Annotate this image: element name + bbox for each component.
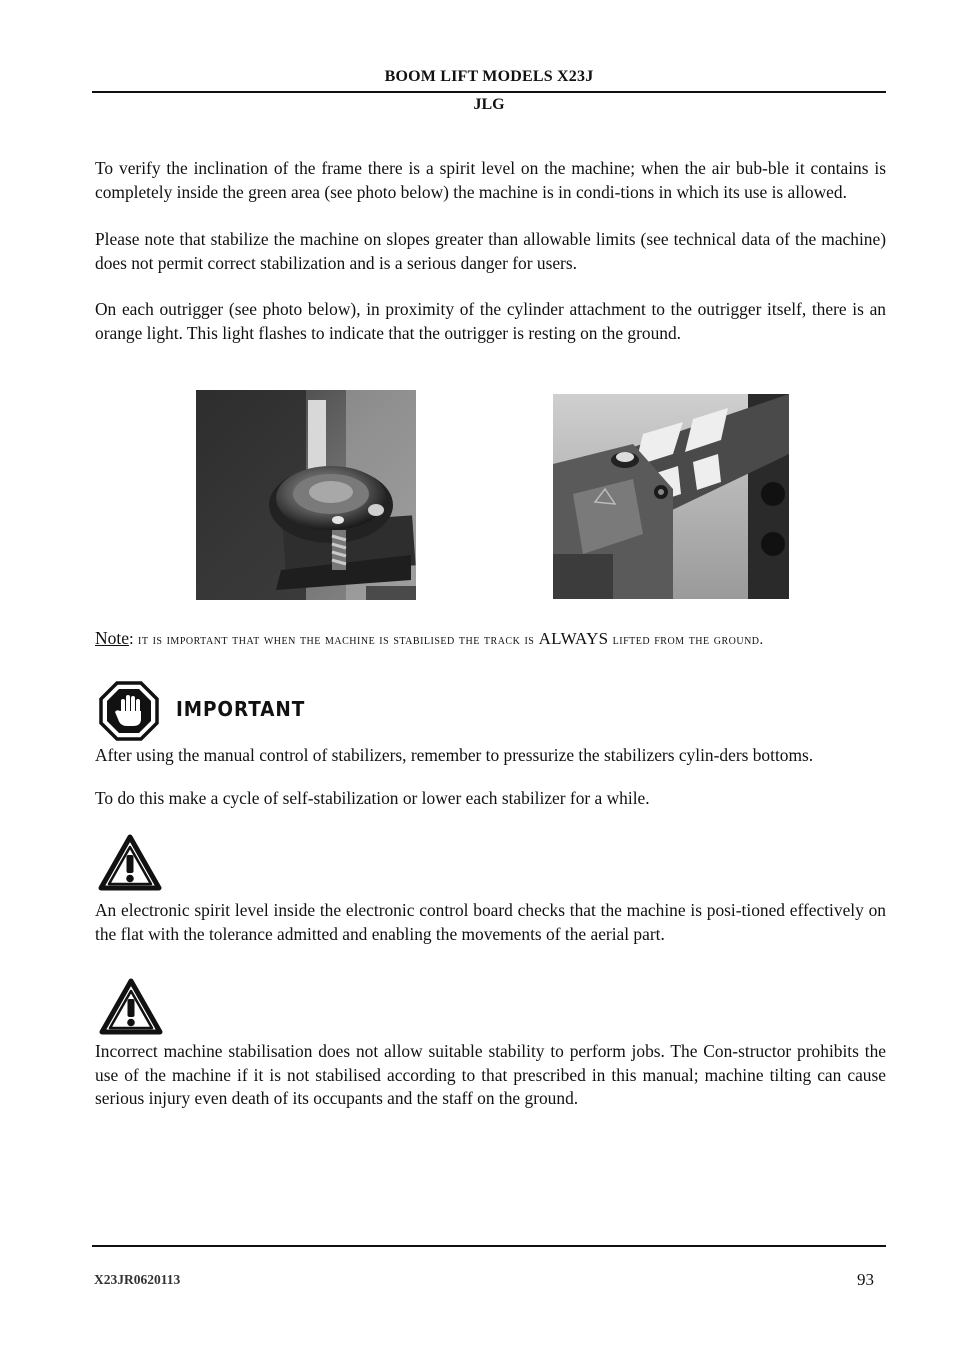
note-track-lifted: Note: it is important that when the machine is stabilised the track is ALWAYS lifted from the ground. [95,628,764,648]
paragraph-spirit-level: To verify the inclination of the frame there is a spirit level on the machine; when the air bub-ble it contains is completely inside the green area (see photo below) the machine is in condi-tions in which its use is allowed. [95,158,886,202]
warning-triangle-icon [99,978,163,1036]
warning-paragraph-electronic-level: An electronic spirit level inside the electronic control board checks that the machine is posi-tioned effectively on the flat with the tolerance admitted and enabling the movements of the aerial part. [95,900,886,944]
warning-triangle-icon [98,834,162,892]
header-rule [92,91,886,93]
note-text-b: lifted from the ground. [612,632,764,648]
footer-rule [92,1245,886,1247]
note-always-emphasis: ALWAYS [538,629,609,648]
note-label: Note [95,628,130,648]
document-header-title: BOOM LIFT MODELS X23J [384,68,594,85]
important-paragraph-pressurize: After using the manual control of stabilizers, remember to pressurize the stabilizers cylin-ders bottoms. [95,745,814,765]
spirit-level-photo [196,390,416,600]
important-heading: IMPORTANT [176,697,306,721]
paragraph-slope-warning: Please note that stabilize the machine on slopes greater than allowable limits (see technical data of the machine) does not permit correct stabilization and is a serious danger for users. [95,229,886,273]
document-header-brand: JLG [473,96,505,113]
note-text-a: it is important that when the machine is stabilised the track is [138,632,535,648]
warning-paragraph-incorrect-stabilisation: Incorrect machine stabilisation does not allow suitable stability to perform jobs. The Con-structor prohibits the use of the machine if it is not stabilised according to that prescribed in this manual; machine tilting can cause serious injury even death of its occupants and the staff on the ground. [95,1041,886,1108]
document-code: X23JR0620113 [94,1272,181,1287]
page-number: 93 [857,1270,874,1289]
important-paragraph-cycle: To do this make a cycle of self-stabilization or lower each stabilizer for a while. [95,788,650,808]
stop-hand-icon [99,681,159,741]
outrigger-light-photo [553,394,789,599]
paragraph-outrigger-light: On each outrigger (see photo below), in proximity of the cylinder attachment to the outrigger itself, there is an orange light. This light flashes to indicate that the outrigger is resting on the ground. [95,299,886,343]
